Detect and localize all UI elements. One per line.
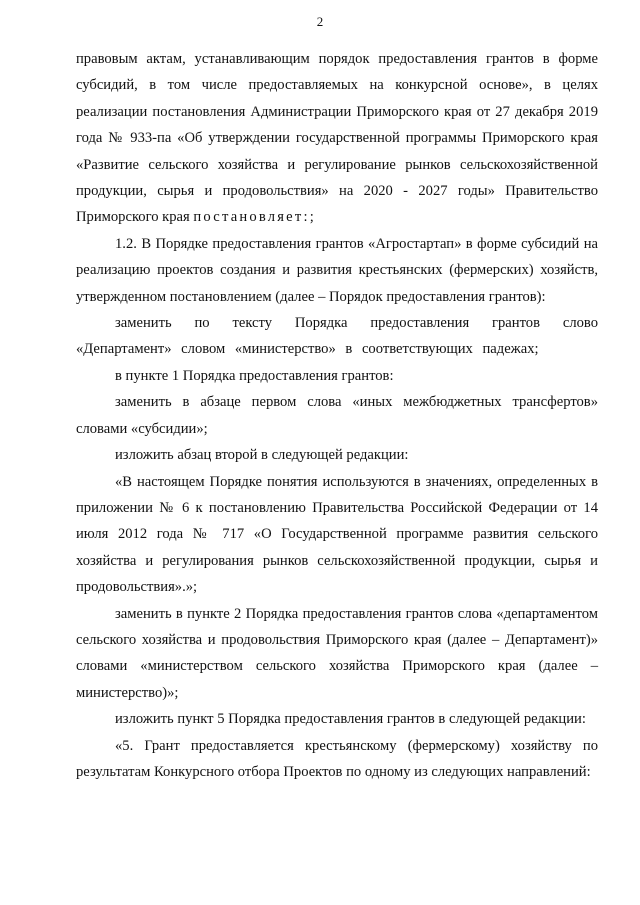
paragraph-point-1: в пункте 1 Порядка предоставления грантов: (115, 367, 394, 384)
paragraph-grant: «5. Грант предоставляется крестьянскому (фермерскому) хозяйству по результатам Конкурсного отбора Проектов по одному из следующих направлений: (76, 737, 598, 780)
paragraph-second-para: изложить абзац второй в следующей редакции: (115, 447, 409, 464)
paragraph-point-5: изложить пункт 5 Порядка предоставления грантов в следующей редакции: (115, 711, 586, 728)
paragraph-point-2: заменить в пункте 2 Порядка предоставления грантов слова «департаментом сельского хозяйства и продовольствия Приморского края (далее – Департамент)» словами «министерством сельского хозяйства Приморского края (далее – министерство)»; (76, 605, 598, 701)
paragraph-preamble (76, 46, 598, 231)
page-number: 2 (316, 14, 324, 29)
resolution-word: постановляет: (193, 209, 310, 226)
paragraph-definitions: «В настоящем Порядке понятия используются в значениях, определенных в приложении № 6 к постановлению Правительства Российской Федерации от 14 июля 2012 года № 717 «О Государственной программе развития сельского хозяйства и регулирования рынков сельскохозяйственной продукции, сырья и продовольствия».»; (76, 473, 598, 596)
preamble-text: правовым актам, устанавливающим порядок предоставления грантов в форме субсидий, в том числе предоставляемых на конкурсной основе», в целях реализации постановления Администрации Приморского края от 27 декабря 2019 года № 933-па «Об утверждении государственной программы Приморского края «Развитие сельского хозяйства и регулирование рынков сельскохозяйственной продукции, сырья и продовольствия» на 2020 - 2027 годы» Правительство Приморского края (76, 51, 598, 226)
paragraph-replace-department: заменить по тексту Порядка предоставления грантов слово «Департамент» словом «министерство» в соответствующих падежах; (76, 315, 598, 358)
preamble-end: ; (309, 209, 314, 226)
document-body (76, 46, 598, 785)
paragraph-replace-transfers: заменить в абзаце первом слова «иных межбюджетных трансфертов» словами «субсидии»; (76, 394, 598, 437)
paragraph-1-2: 1.2. В Порядке предоставления грантов «Агростартап» в форме субсидий на реализацию проектов создания и развития крестьянских (фермерских) хозяйств, утвержденном постановлением (далее – Порядок предоставления грантов): (76, 235, 598, 305)
